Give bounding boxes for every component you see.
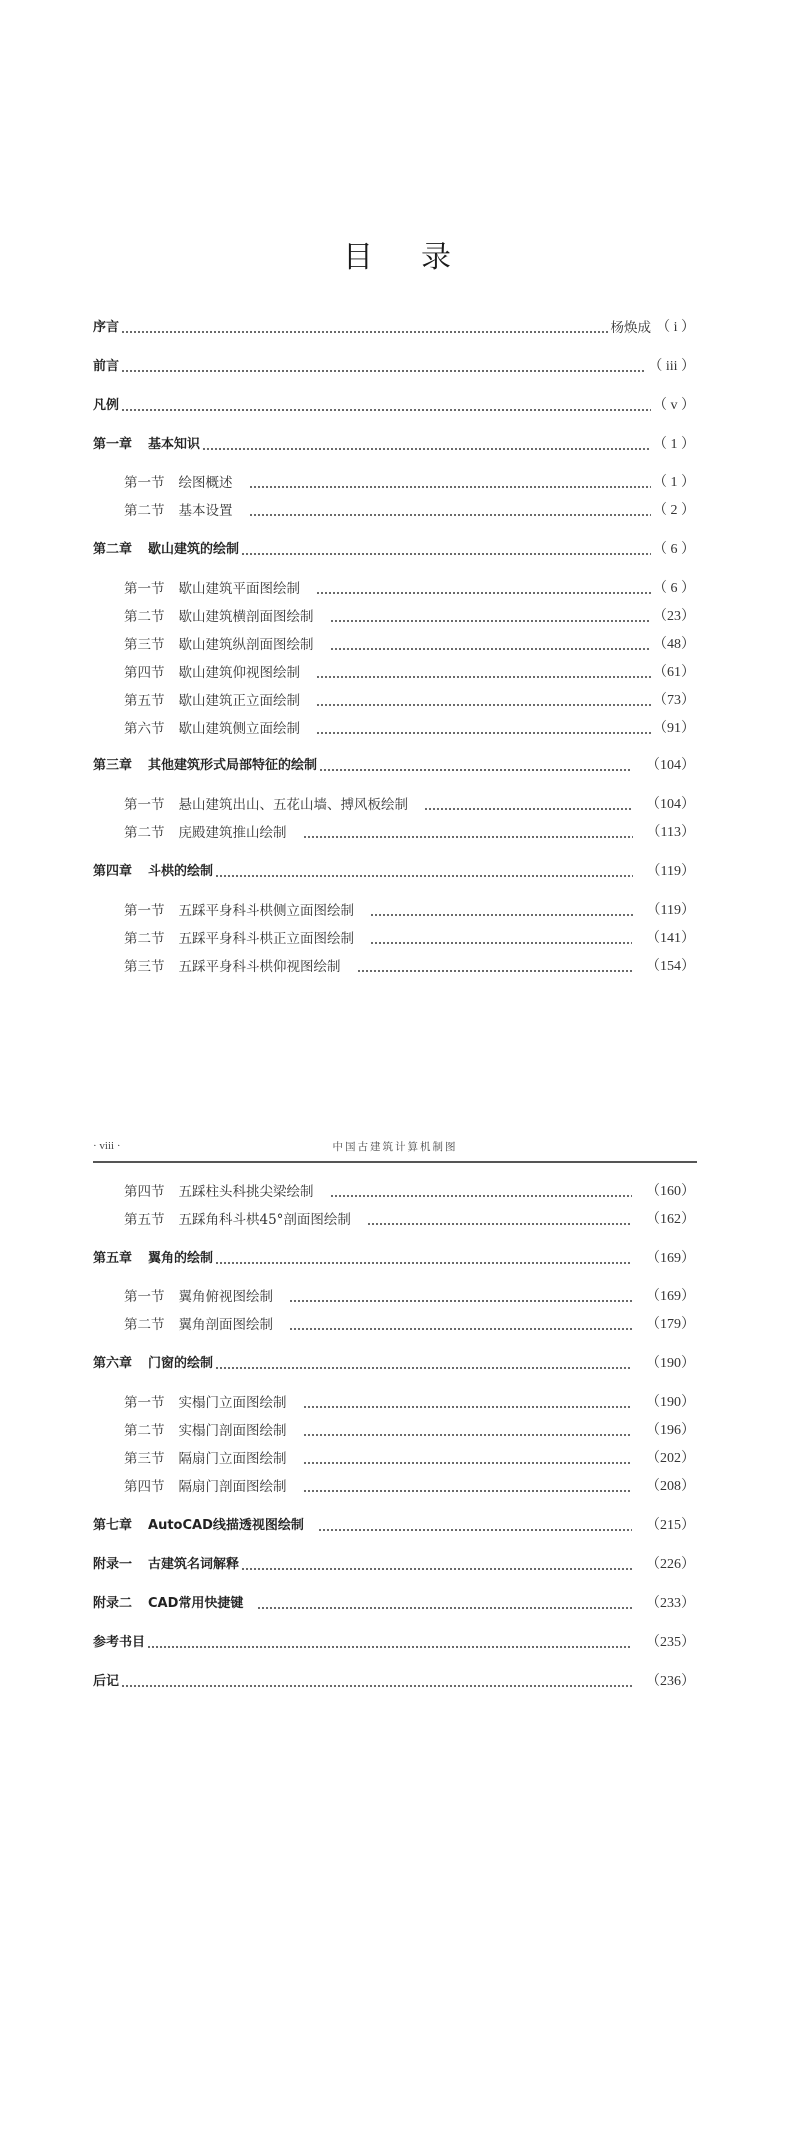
entry-title (93, 1516, 304, 1536)
entry-title (93, 540, 239, 560)
toc-entry-section[interactable] (124, 691, 695, 711)
entry-number: 第一节 (124, 903, 165, 919)
entry-number: 第二节 (124, 1423, 165, 1439)
toc-entry-front[interactable] (93, 396, 695, 416)
entry-page-number: （104） (646, 797, 695, 812)
entry-label: 歇山建筑横剖面图绘制 (178, 609, 314, 625)
entry-title (124, 1210, 351, 1230)
toc-entry-chapter[interactable] (93, 1555, 695, 1575)
entry-page-number: （215） (646, 1518, 695, 1533)
entry-label: 翼角俯视图绘制 (178, 1289, 273, 1305)
entry-number: 第一章 (93, 437, 133, 452)
entry-title (124, 473, 233, 493)
toc-entry-section[interactable] (124, 473, 695, 493)
entry-title (124, 1477, 287, 1497)
entry-number: 第七章 (93, 1518, 133, 1533)
entry-title (124, 1393, 287, 1413)
toc-title (0, 232, 794, 276)
dot-leader (370, 942, 632, 944)
toc-entry-section[interactable] (124, 607, 695, 627)
toc-entry-front[interactable] (93, 1672, 695, 1692)
entry-label: 门窗的绘制 (148, 1356, 214, 1371)
entry-label: 其他建筑形式局部特征的绘制 (148, 758, 318, 773)
toc-entry-chapter[interactable] (93, 1594, 695, 1614)
toc-entry-section[interactable] (124, 501, 695, 521)
entry-page-number: （235） (646, 1635, 695, 1650)
entry-label: 翼角的绘制 (148, 1251, 214, 1266)
dot-leader (316, 732, 651, 734)
entry-number: 第三节 (124, 1451, 165, 1467)
toc-entry-section[interactable] (124, 1210, 695, 1230)
toc-entry-section[interactable] (124, 579, 695, 599)
toc-entry-section[interactable] (124, 901, 695, 921)
entry-page-number: （48） (653, 637, 695, 652)
entry-number: 第一节 (124, 581, 165, 597)
dot-leader (215, 875, 632, 877)
entry-title (124, 1287, 273, 1307)
toc-entry-section[interactable] (124, 1449, 695, 1469)
running-title: 中国古建筑计算机制图 (332, 1141, 458, 1153)
entry-page-number: （ i ） (656, 320, 695, 335)
entry-title (124, 719, 300, 739)
entry-number: 第四节 (124, 1184, 165, 1200)
entry-number: 第二节 (124, 1317, 165, 1333)
entry-page-number: （190） (646, 1356, 695, 1371)
entry-label: 歇山建筑正立面绘制 (178, 693, 300, 709)
entry-page-number: （169） (646, 1251, 695, 1266)
entry-number: 第一节 (124, 1395, 165, 1411)
entry-label: 悬山建筑出山、五花山墙、搏风板绘制 (178, 797, 408, 813)
entry-page-number: （23） (653, 609, 695, 624)
entry-label: 五踩柱头科挑尖梁绘制 (178, 1184, 314, 1200)
entry-page-number: （119） (646, 864, 695, 879)
dot-leader (316, 592, 651, 594)
entry-page-number: （ 6 ） (653, 581, 695, 596)
header-rule (93, 1161, 697, 1163)
dot-leader (121, 370, 646, 372)
toc-entry-chapter[interactable] (93, 540, 695, 560)
entry-page-number: （ iii ） (648, 359, 695, 374)
entry-label: 基本设置 (178, 503, 233, 519)
toc-entry-section[interactable] (124, 635, 695, 655)
dot-leader (303, 836, 633, 838)
entry-page-number: （179） (646, 1317, 695, 1332)
toc-entry-front[interactable] (93, 318, 695, 338)
dot-leader (121, 331, 608, 333)
entry-number: 第五章 (93, 1251, 133, 1266)
entry-number: 第四章 (93, 864, 133, 879)
entry-label: 隔扇门剖面图绘制 (178, 1479, 287, 1495)
toc-entry-section[interactable] (124, 1393, 695, 1413)
entry-label: 五踩平身科斗栱仰视图绘制 (178, 959, 341, 975)
dot-leader (357, 970, 633, 972)
dot-leader (330, 620, 652, 622)
toc-entry-section[interactable] (124, 957, 695, 977)
entry-title (93, 318, 119, 338)
dot-leader (215, 1367, 632, 1369)
entry-title (124, 607, 314, 627)
toc-entry-chapter[interactable] (93, 756, 695, 776)
toc-entry-section[interactable] (124, 1287, 695, 1307)
toc-entry-section[interactable] (124, 1477, 695, 1497)
toc-entry-section[interactable] (124, 1182, 695, 1202)
toc-entry-chapter[interactable] (93, 862, 695, 882)
entry-page-number: （113） (646, 825, 695, 840)
entry-page-number: （141） (646, 931, 695, 946)
entry-page-number: （236） (646, 1674, 695, 1689)
entry-label: 实榻门立面图绘制 (178, 1395, 287, 1411)
entry-title (124, 1449, 287, 1469)
dot-leader (319, 769, 632, 771)
dot-leader (147, 1646, 632, 1648)
entry-number: 附录二 (93, 1596, 133, 1611)
dot-leader (316, 704, 651, 706)
toc-entry-chapter[interactable] (93, 1354, 695, 1374)
toc-entry-section[interactable] (124, 1315, 695, 1335)
entry-title (124, 1315, 273, 1335)
entry-number: 第三节 (124, 959, 165, 975)
entry-title (93, 1633, 145, 1653)
entry-title (124, 901, 354, 921)
entry-title (93, 862, 213, 882)
entry-title (93, 1672, 119, 1692)
entry-number: 第四节 (124, 1479, 165, 1495)
entry-number: 第一节 (124, 475, 165, 491)
entry-page-number: （190） (646, 1395, 695, 1410)
entry-label: 隔扇门立面图绘制 (178, 1451, 287, 1467)
entry-page-number: （196） (646, 1423, 695, 1438)
toc-entry-section[interactable] (124, 1421, 695, 1441)
entry-number: 附录一 (93, 1557, 133, 1572)
entry-label: 歇山建筑仰视图绘制 (178, 665, 300, 681)
entry-title (93, 1594, 243, 1614)
entry-title (124, 663, 300, 683)
dot-leader (241, 553, 651, 555)
entry-number: 第二节 (124, 503, 165, 519)
dot-leader (289, 1300, 632, 1302)
entry-title (124, 929, 354, 949)
toc-entry-section[interactable] (124, 823, 695, 843)
entry-number: 第四节 (124, 665, 165, 681)
dot-leader (257, 1607, 632, 1609)
toc-entry-section[interactable] (124, 719, 695, 739)
dot-leader (303, 1462, 633, 1464)
entry-title (124, 957, 341, 977)
entry-title (93, 1249, 213, 1269)
entry-label: AutoCAD线描透视图绘制 (148, 1518, 304, 1533)
toc-entry-section[interactable] (124, 795, 695, 815)
dot-leader (289, 1328, 632, 1330)
entry-label: CAD常用快捷键 (148, 1596, 244, 1611)
entry-label: 基本知识 (148, 437, 201, 452)
entry-number: 第一节 (124, 1289, 165, 1305)
dot-leader (330, 1195, 633, 1197)
entry-page-number: （233） (646, 1596, 695, 1611)
dot-leader (121, 1685, 632, 1687)
entry-label: 歇山建筑的绘制 (148, 542, 240, 557)
toc-entry-chapter[interactable] (93, 1516, 695, 1536)
entry-number: 第二节 (124, 931, 165, 947)
dot-leader (316, 676, 651, 678)
dot-leader (370, 914, 633, 916)
entry-page-number: （61） (653, 665, 695, 680)
entry-title (124, 1182, 314, 1202)
entry-number: 第一节 (124, 797, 165, 813)
entry-page-number: （73） (653, 693, 695, 708)
entry-title (93, 756, 317, 776)
toc-title-char-2: 录 (421, 240, 451, 275)
entry-title (93, 435, 200, 455)
entry-label: 参考书目 (93, 1635, 146, 1650)
entry-page-number: （ 6 ） (653, 542, 695, 557)
entry-title (124, 691, 300, 711)
dot-leader (303, 1490, 633, 1492)
entry-label: 序言 (93, 320, 120, 335)
entry-number: 第六节 (124, 721, 165, 737)
toc-title-char-1: 目 (343, 240, 421, 275)
entry-number: 第二章 (93, 542, 133, 557)
entry-page-number: （208） (646, 1479, 695, 1494)
entry-page-number: （169） (646, 1289, 695, 1304)
entry-label: 凡例 (93, 398, 120, 413)
entry-title (93, 1555, 239, 1575)
dot-leader (249, 486, 652, 488)
entry-number: 第六章 (93, 1356, 133, 1371)
entry-page-number: （ 1 ） (653, 475, 695, 490)
dot-leader (303, 1434, 633, 1436)
toc-entry-chapter[interactable] (93, 435, 695, 455)
dot-leader (202, 448, 651, 450)
entry-author: 杨焕成 (610, 320, 651, 336)
entry-page-number: （104） (646, 758, 695, 773)
entry-page-number: （ v ） (653, 398, 695, 413)
entry-page-number: （160） (646, 1184, 695, 1199)
entry-page-number: （ 2 ） (653, 503, 695, 518)
entry-title (93, 396, 119, 416)
entry-number: 第五节 (124, 1212, 165, 1228)
dot-leader (367, 1223, 632, 1225)
entry-number: 第二节 (124, 609, 165, 625)
entry-label: 实榻门剖面图绘制 (178, 1423, 287, 1439)
entry-title (124, 795, 408, 815)
dot-leader (241, 1568, 632, 1570)
dot-leader (318, 1529, 632, 1531)
entry-title (124, 823, 287, 843)
entry-page-number: （ 1 ） (653, 437, 695, 452)
entry-label: 歇山建筑侧立面绘制 (178, 721, 300, 737)
entry-page-number: （119） (646, 903, 695, 918)
entry-page-number: （91） (653, 721, 695, 736)
entry-title (124, 579, 300, 599)
entry-title (124, 501, 233, 521)
dot-leader (249, 514, 652, 516)
toc-entry-section[interactable] (124, 929, 695, 949)
entry-number: 第五节 (124, 693, 165, 709)
toc-entry-front[interactable] (93, 357, 695, 377)
entry-page-number: （162） (646, 1212, 695, 1227)
entry-number: 第二节 (124, 825, 165, 841)
entry-label: 歇山建筑纵剖面图绘制 (178, 637, 314, 653)
entry-title (93, 1354, 213, 1374)
entry-label: 翼角剖面图绘制 (178, 1317, 273, 1333)
entry-label: 斗栱的绘制 (148, 864, 214, 879)
entry-page-number: （202） (646, 1451, 695, 1466)
entry-number: 第三节 (124, 637, 165, 653)
entry-label: 五踩平身科斗栱侧立面图绘制 (178, 903, 354, 919)
dot-leader (330, 648, 652, 650)
page-number: · viii · (93, 1140, 121, 1152)
entry-label: 五踩平身科斗栱正立面图绘制 (178, 931, 354, 947)
entry-title (124, 635, 314, 655)
entry-page-number: （154） (646, 959, 695, 974)
entry-title (93, 357, 119, 377)
running-header (93, 1138, 697, 1156)
dot-leader (215, 1262, 632, 1264)
toc-entry-section[interactable] (124, 663, 695, 683)
entry-number: 第三章 (93, 758, 133, 773)
toc-entry-chapter[interactable] (93, 1249, 695, 1269)
toc-entry-front[interactable] (93, 1633, 695, 1653)
entry-label: 绘图概述 (178, 475, 233, 491)
entry-label: 五踩角科斗栱45°剖面图绘制 (178, 1212, 351, 1228)
entry-label: 庑殿建筑推山绘制 (178, 825, 287, 841)
dot-leader (303, 1406, 633, 1408)
entry-label: 古建筑名词解释 (148, 1557, 240, 1572)
entry-label: 后记 (93, 1674, 120, 1689)
entry-page-number: （226） (646, 1557, 695, 1572)
dot-leader (121, 409, 651, 411)
entry-label: 前言 (93, 359, 120, 374)
entry-label: 歇山建筑平面图绘制 (178, 581, 300, 597)
entry-title (124, 1421, 287, 1441)
dot-leader (424, 808, 632, 810)
